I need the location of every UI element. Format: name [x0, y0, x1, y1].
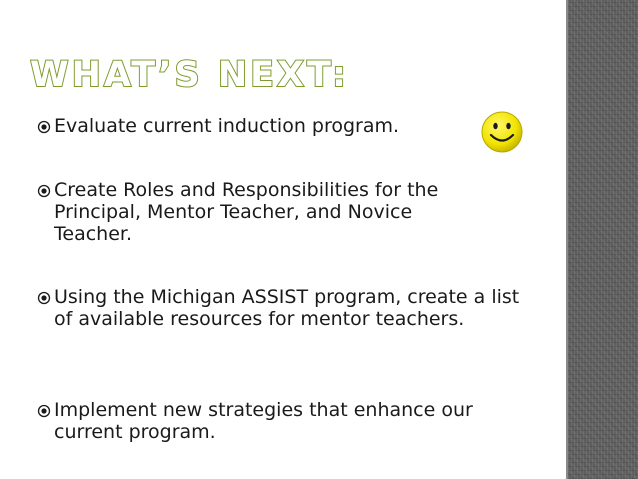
- bullet-item: [34, 179, 494, 245]
- smiley-face-icon: [480, 110, 524, 154]
- bullet-text: Create Roles and Responsibilities for the Principal, Mentor Teacher, and Novice Teacher.: [54, 179, 439, 245]
- bullet-text: Using the Michigan ASSIST program, create a list of available resources for mentor teachers.: [54, 286, 520, 330]
- bullet-item: [34, 115, 534, 137]
- slide-title: WHAT’S NEXT:: [30, 55, 349, 95]
- circle-dot-bullet-icon: [34, 404, 54, 418]
- bullet-item: [34, 399, 534, 443]
- circle-dot-bullet-icon: [34, 120, 54, 134]
- circle-dot-bullet-icon: [34, 184, 54, 198]
- decorative-side-bar: [568, 0, 638, 479]
- bullet-text: Evaluate current induction program.: [54, 115, 400, 137]
- bullet-item: [34, 286, 534, 330]
- bullet-text: Implement new strategies that enhance our current program.: [54, 399, 473, 443]
- circle-dot-bullet-icon: [34, 291, 54, 305]
